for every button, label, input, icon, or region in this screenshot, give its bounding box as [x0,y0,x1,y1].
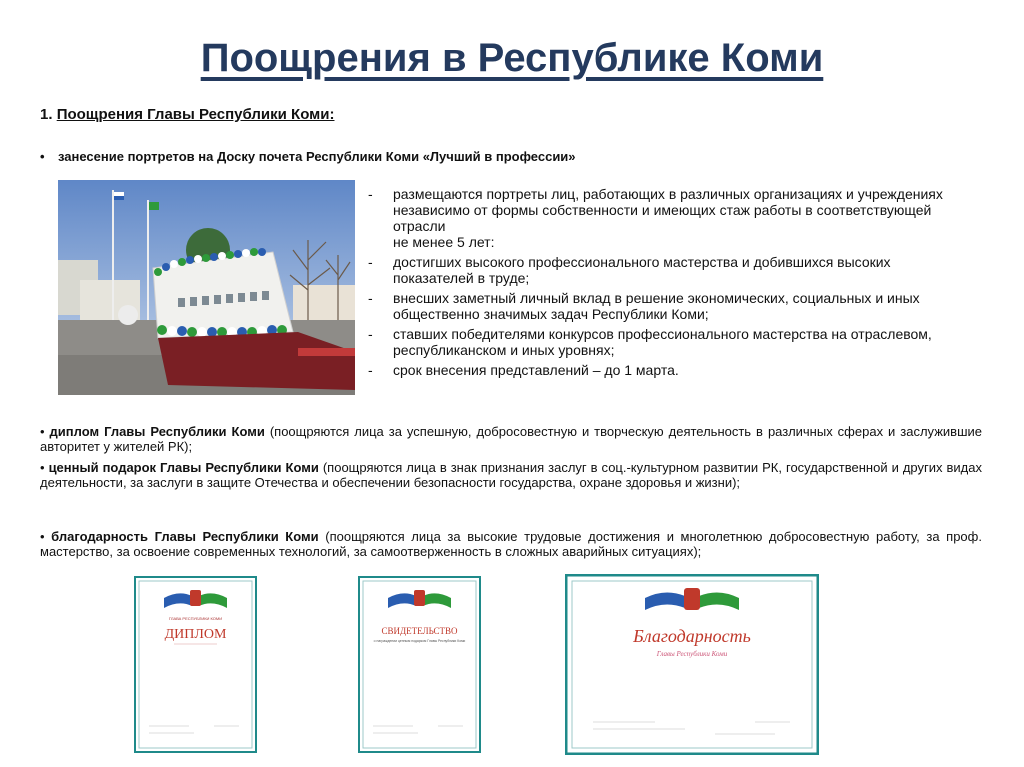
condition-text: срок внесения представлений – до 1 марта. [393,362,679,378]
award-desc: (поощряются лица в знак признания заслуг в соц.-культурном развитии РК, государственной и других видах деятельности, за заслуги в защите Отечества и обеспечении безопасности государства, охране здоровья и жизни); [40,460,982,490]
award-bullet: • [40,424,45,439]
bullet-portraits [40,149,576,164]
condition-text: достигших высокого профессионального мастерства и добившихся высоких показателей в труде; [393,254,891,286]
award-name: благодарность Главы Республики Коми [51,529,319,544]
page-title: Поощрения в Республике Коми [200,36,824,80]
bullet-dot: • [40,149,45,164]
award-bullet: • [40,460,45,475]
condition-text: размещаются портреты лиц, работающих в различных организациях и учреждениях независимо от формы собственности и имеющих стаж работы в соответствующей отрасли [393,186,943,234]
condition-item [368,254,968,286]
award-gratitude [40,529,982,559]
certificate-image [358,576,481,753]
award-desc: (поощряются лица за успешную, добросовестную и творческую деятельность в различных сферах и заслужившие авторитет у жителей РК); [40,424,982,454]
bullet-portraits-text: занесение портретов на Доску почета Республики Коми «Лучший в профессии» [58,149,576,164]
certificate-title: СВИДЕТЕЛЬСТВО [381,626,458,636]
diploma-image [134,576,257,753]
award-diploma [40,424,982,454]
conditions-list [368,186,968,382]
condition-item [368,362,968,378]
diploma-header: ГЛАВА РЕСПУБЛИКИ КОМИ [168,616,223,621]
condition-item [368,290,968,322]
diploma-title: ДИПЛОМ [164,627,227,642]
condition-text-tail: не менее 5 лет: [393,234,495,250]
gratitude-subtitle: Главы Республики Коми [656,650,728,658]
gratitude-title: Благодарность [633,626,751,646]
section-number: 1. [40,106,53,123]
award-name: диплом Главы Республики Коми [49,424,265,439]
certificate-subtitle: о награждении ценным подарком Главы Республики Коми [373,639,466,643]
condition-item [368,326,968,358]
award-name: ценный подарок Главы Республики Коми [48,460,319,475]
award-gift [40,460,982,490]
condition-text: внесших заметный личный вклад в решение экономических, социальных и иных общественно значимых задач Республики Коми; [393,290,920,322]
gratitude-image [565,574,819,755]
award-bullet: • [40,529,45,544]
honor-board-photo [58,180,355,395]
section-heading-text: Поощрения Главы Республики Коми: [56,106,335,123]
section-heading [40,106,334,123]
award-desc: (поощряются лица за высокие трудовые достижения и многолетнюю добросовестную работу, за проф. мастерство, за освоение современных технологий, за самоотверженность в сложных аварийных ситуациях); [40,529,982,559]
condition-item [368,186,968,250]
condition-text: ставших победителями конкурсов профессионального мастерства на отраслевом, республиканском и иных уровнях; [393,326,932,358]
